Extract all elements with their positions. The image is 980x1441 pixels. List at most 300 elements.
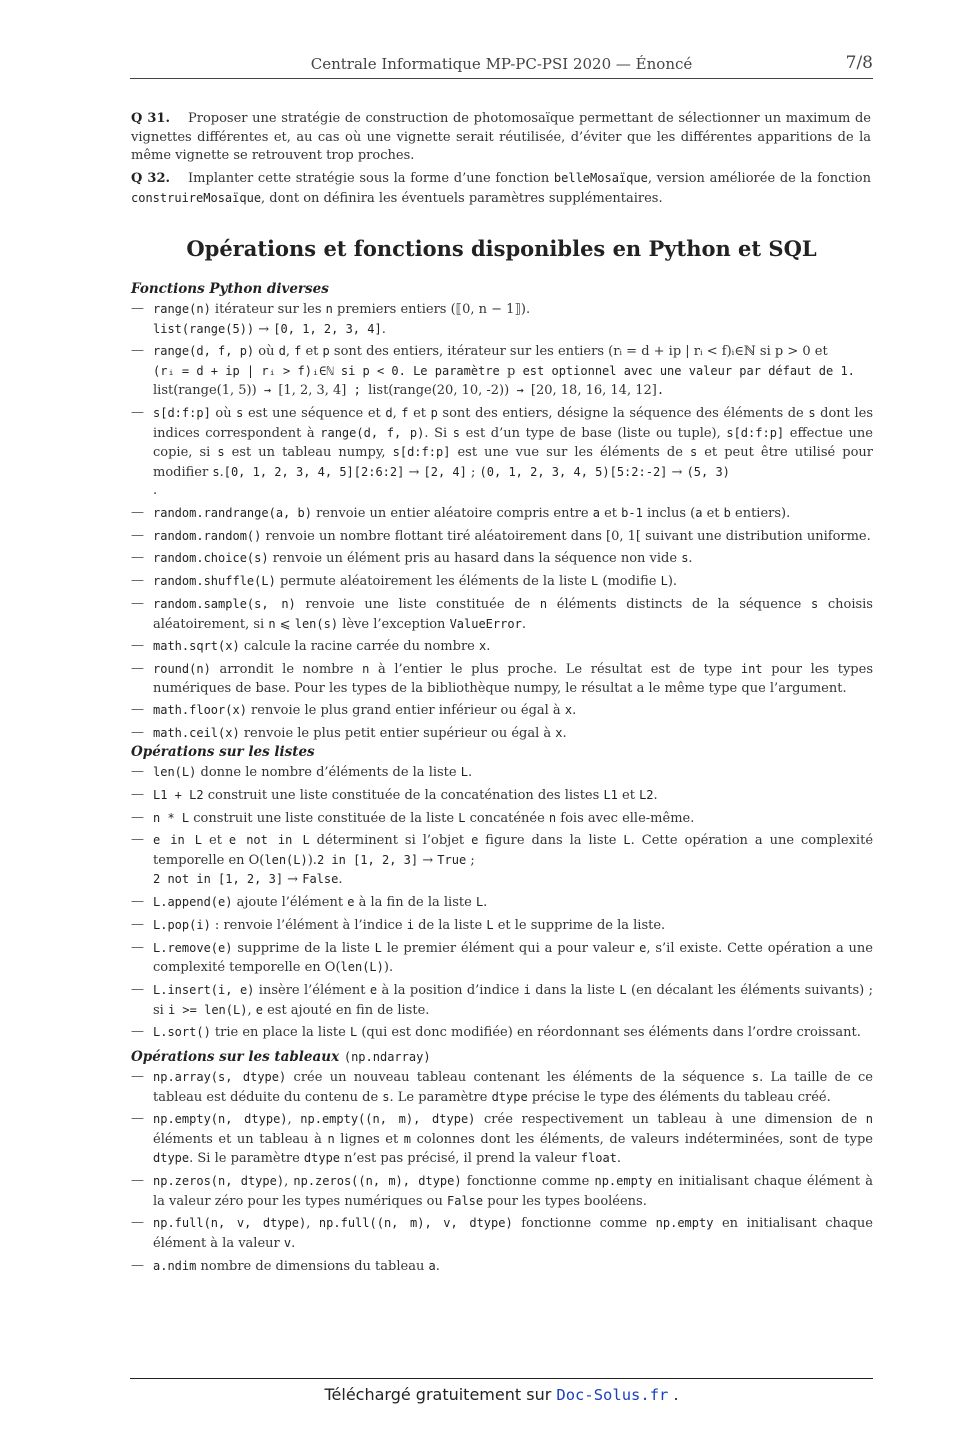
text-fragment: list(range(20, 10, -2)) [368, 383, 510, 399]
text-fragment: → [254, 321, 274, 337]
text-fragment: renvoie une liste constituée de [295, 597, 540, 613]
list-item [131, 809, 873, 829]
code-fragment: n [539, 597, 548, 612]
code-fragment: np.empty [655, 1216, 714, 1231]
dash-bullet: — [131, 725, 144, 741]
text-fragment: (en décalant les éléments suivants) ; si [153, 983, 873, 1018]
code-fragment: random.sample(s, n) [153, 597, 296, 612]
question-text: , version améliorée de la fonction [647, 171, 871, 186]
list-item [131, 786, 873, 806]
code-fragment: i [406, 917, 414, 932]
list-item [131, 1110, 873, 1169]
header-title: Centrale Informatique MP-PC-PSI 2020 — Énoncé [310, 55, 693, 73]
list-item [131, 893, 873, 913]
code-fragment: np.full((n, m), v, dtype) [318, 1216, 513, 1231]
code-fragment: x [479, 639, 487, 654]
text-fragment: sont des entiers, désigne la séquence des éléments de [437, 406, 809, 422]
text-fragment: crée un nouveau tableau contenant les éléments de la séquence [286, 1070, 752, 1085]
text-fragment: insère l’élément [254, 983, 370, 999]
code-fragment: s [212, 464, 220, 479]
list-item [131, 916, 873, 936]
text-fragment: renvoie un entier aléatoire compris entre [311, 505, 593, 521]
code-fragment: e [639, 940, 647, 955]
code-fragment: L [349, 1025, 358, 1040]
text-fragment: dont les indices correspondent à [153, 406, 873, 441]
group-title-text: Opérations sur les tableaux [131, 1049, 340, 1065]
text-fragment: à l’entier le plus proche. Le résultat est de type [369, 662, 741, 678]
dash-bullet: — [131, 1215, 144, 1231]
code-fragment: e [347, 895, 355, 910]
list-item [131, 342, 873, 401]
code-fragment: len(s) [294, 616, 339, 631]
code-function-name: belleMosaïque [553, 171, 648, 185]
text-fragment: fonctionne comme [461, 1174, 595, 1190]
code-fragment: 2 in [1, 2, 3] [316, 852, 419, 867]
code-fragment: L.insert(i, e) [153, 983, 255, 998]
text-fragment: . [486, 639, 491, 655]
code-fragment: a [592, 505, 600, 520]
list-item [131, 831, 873, 890]
text-fragment: le premier élément qui a pour valeur [381, 940, 640, 956]
code-fragment: . [656, 383, 665, 398]
code-fragment: np.zeros((n, m), dtype) [293, 1174, 462, 1189]
text-fragment: . Cette opération a une complexité temporelle en O( [153, 833, 874, 868]
code-fragment: n [327, 1131, 335, 1146]
text-fragment: (qui est donc modifiée) en réordonnant ses éléments dans l’ordre croissant. [357, 1025, 861, 1041]
text-fragment: → [418, 852, 438, 868]
dash-bullet: — [131, 1257, 144, 1273]
dash-bullet: — [131, 596, 144, 612]
text-fragment: à la position d’indice [377, 983, 524, 999]
text-fragment: précise le type des éléments du tableau créé. [527, 1089, 831, 1105]
text-fragment: pour les types booléens. [483, 1193, 647, 1209]
text-fragment: . [291, 1235, 296, 1251]
question-number: Q 31. [131, 111, 170, 126]
text-fragment: . [467, 765, 473, 780]
array-operations-list [131, 1068, 873, 1276]
text-fragment: nombre de dimensions du tableau [196, 1258, 429, 1274]
list-item [131, 527, 873, 547]
code-fragment: np.zeros(n, dtype) [153, 1174, 285, 1189]
list-item [131, 1023, 873, 1043]
text-fragment: , [284, 1174, 294, 1190]
list-item [131, 504, 873, 524]
page-number: 7/8 [845, 53, 873, 73]
text-fragment: , [287, 1112, 301, 1128]
list-item [131, 572, 873, 592]
list-operations-list [131, 763, 873, 1043]
code-fragment: b [723, 505, 731, 520]
list-item [131, 404, 873, 501]
code-fragment: math.floor(x) [153, 703, 247, 718]
text-fragment: . Le paramètre [389, 1089, 492, 1105]
dash-bullet: — [131, 1173, 144, 1189]
code-fragment: L.append(e) [153, 895, 233, 910]
section-title: Opérations et fonctions disponibles en Python et SQL [186, 236, 817, 261]
code-fragment: range(d, f, p) [153, 344, 255, 359]
text-fragment: colonnes dont les éléments, de valeurs indéterminées, sont de type [411, 1131, 873, 1147]
code-fragment: i [523, 983, 531, 998]
dash-bullet: — [131, 764, 144, 779]
text-fragment: crée respectivement un tableau à une dimension de [475, 1112, 866, 1128]
text-fragment: et [702, 505, 724, 521]
dash-bullet: — [131, 301, 144, 316]
text-fragment: est d’un type de base (liste ou tuple), [459, 425, 727, 441]
text-fragment: ). [667, 574, 678, 590]
text-fragment: pour les types numériques de base. Pour les types de la bibliothèque numpy, le résultat a le même type que l’argument. [153, 662, 873, 696]
text-fragment: construit une liste constituée de la liste [189, 810, 459, 826]
dash-bullet: — [131, 939, 144, 955]
code-fragment: round(n) [153, 662, 211, 677]
code-fragment: → [256, 383, 279, 398]
code-fragment: True [437, 852, 467, 867]
text-fragment: → [283, 872, 303, 888]
question-text: Implanter cette stratégie sous la forme d’une fonction [188, 171, 554, 186]
code-fragment: v [283, 1235, 292, 1250]
text-fragment: est ajouté en fin de liste. [262, 1002, 430, 1018]
question-32 [131, 169, 871, 208]
text-fragment: ). [307, 852, 317, 868]
code-fragment: math.sqrt(x) [153, 639, 240, 654]
dash-bullet: — [131, 405, 144, 421]
code-fragment: est optionnel avec une valeur par défaut de 1. [515, 363, 855, 378]
text-fragment: ⩽ [275, 616, 295, 632]
code-fragment: np.empty(n, dtype) [153, 1112, 288, 1127]
code-fragment: e [471, 833, 479, 848]
text-fragment: où [254, 344, 279, 360]
text-fragment: en initialisant chaque élément à la valeur zéro pour les types numériques ou [153, 1174, 874, 1209]
code-fragment: len(L) [340, 960, 384, 975]
question-number: Q 32. [131, 171, 171, 186]
text-fragment: n’est pas précisé, il prend la valeur [340, 1151, 581, 1167]
text-fragment: : renvoie l’élément à l’indice [210, 917, 407, 933]
text-fragment: sont des entiers, itérateur sur les entiers (rᵢ = d + ip | rᵢ < f)ᵢ∈ℕ si p > 0 et [329, 344, 828, 360]
code-fragment: random.shuffle(L) [153, 574, 276, 589]
code-fragment: len(L) [153, 765, 197, 779]
text-fragment: ajoute l’élément [232, 895, 348, 911]
code-fragment: p [322, 344, 330, 359]
code-fragment: n [268, 616, 276, 631]
text-fragment: (modifie [598, 574, 661, 590]
question-text: Proposer une stratégie de construction de photomosaïque permettant de sélectionner un maximum de vignettes différentes et, au cas où une vignette serait réutilisée, d’éviter que les différentes apparitions de la même vignette se retrouvent trop proches. [131, 111, 871, 163]
code-fragment: np.empty [594, 1174, 653, 1189]
list-item [131, 701, 873, 721]
code-fragment: math.ceil(x) [153, 726, 240, 741]
footer-tail: . [668, 1385, 679, 1404]
text-fragment: inclus ( [642, 505, 696, 521]
text-fragment: éléments distincts de la séquence [547, 597, 811, 613]
code-fragment: a.ndim [153, 1258, 197, 1273]
text-fragment: lignes et [334, 1131, 404, 1147]
code-fragment: s [810, 597, 819, 612]
code-fragment: L [623, 833, 631, 848]
text-fragment: ). [383, 960, 394, 976]
code-fragment: L [475, 895, 484, 910]
code-fragment: ; [346, 383, 369, 398]
text-fragment: fonctionne comme [512, 1216, 656, 1232]
dash-bullet: — [131, 573, 144, 589]
code-fragment: len(L) [264, 852, 308, 867]
code-fragment: n [548, 810, 557, 825]
code-fragment: np.empty((n, m), dtype) [300, 1112, 476, 1127]
text-fragment: → [667, 464, 687, 480]
text-fragment: p [507, 363, 516, 379]
code-fragment: ValueError [449, 616, 522, 631]
text-fragment: trie en place la liste [210, 1025, 350, 1041]
python-functions-list [131, 300, 873, 744]
text-fragment: fois avec elle-même. [556, 810, 695, 826]
code-fragment: s[d:f:p] [153, 406, 211, 421]
dash-bullet: — [131, 550, 144, 566]
dash-bullet: — [131, 1111, 144, 1127]
text-fragment: déterminent si l’objet [309, 833, 472, 849]
code-fragment: L.pop(i) [153, 917, 211, 932]
text-fragment: entiers). [730, 505, 791, 521]
code-fragment: range(d, f, p) [320, 425, 425, 440]
code-fragment: range(n) [153, 302, 211, 316]
code-fragment: L [619, 983, 627, 998]
list-item [131, 1068, 873, 1107]
dash-bullet: — [131, 832, 144, 848]
code-function-name: construireMosaïque [131, 190, 262, 205]
page-footer [130, 1385, 873, 1404]
list-item [131, 1172, 873, 1211]
text-fragment: premiers entiers (⟦0, n − 1⟧). [332, 302, 531, 317]
code-fragment: random.randrange(a, b) [153, 505, 312, 520]
dash-bullet: — [131, 809, 144, 825]
code-fragment: L [458, 810, 466, 825]
list-item [131, 660, 873, 698]
text-fragment: [20, 18, 16, 14, 12] [530, 383, 657, 399]
code-fragment: L [660, 574, 668, 589]
code-fragment: e [255, 1002, 263, 1017]
dash-bullet: — [131, 916, 144, 932]
dash-bullet: — [131, 894, 144, 910]
code-fragment: int [740, 662, 763, 677]
list-item [131, 300, 873, 339]
text-fragment: de la liste [413, 917, 487, 933]
dash-bullet: — [131, 982, 144, 998]
code-fragment: list(range(5)) [153, 321, 255, 336]
code-fragment: np.full(n, v, dtype) [153, 1216, 307, 1231]
code-fragment: f [294, 344, 302, 359]
code-fragment: s [452, 425, 460, 440]
text-fragment: list(range(1, 5)) [153, 383, 257, 399]
text-fragment: effectue une copie, si [153, 425, 873, 461]
code-fragment: m [403, 1131, 411, 1146]
text-fragment: , s’il existe. Cette opération a une complexité temporelle en O( [153, 940, 873, 976]
group-title: Opérations sur les listes [131, 744, 315, 760]
list-item [131, 595, 873, 634]
code-fragment: 2 not in [1, 2, 3] [153, 872, 284, 887]
code-fragment: a [428, 1258, 436, 1273]
code-fragment: x [555, 726, 563, 741]
dash-bullet: — [131, 661, 144, 677]
code-fragment: d [278, 344, 286, 359]
text-fragment: à la fin de la liste [354, 895, 476, 911]
text-fragment: et [202, 833, 229, 849]
text-fragment: permute aléatoirement les éléments de la liste [275, 574, 592, 590]
code-fragment: s [808, 406, 816, 421]
footer-text: Téléchargé gratuitement sur [324, 1385, 557, 1404]
code-fragment: (0, 1, 2, 3, 4, 5)[5:2:-2] [479, 464, 668, 479]
text-fragment: donne le nombre d’éléments de la liste [196, 765, 461, 780]
code-fragment: n [865, 1112, 874, 1127]
code-fragment: L [374, 940, 382, 955]
code-fragment: L1 + L2 [153, 787, 204, 802]
text-fragment: . [153, 483, 158, 499]
text-fragment: dans la liste [530, 983, 620, 999]
text-fragment: où [210, 406, 237, 422]
text-fragment: . [521, 616, 526, 632]
code-fragment: dtype [153, 1151, 190, 1166]
text-fragment: concaténée [465, 810, 549, 826]
text-fragment: renvoie un élément pris au hasard dans la séquence non vide [268, 551, 682, 567]
text-fragment: et [617, 787, 640, 803]
code-fragment: L1 [603, 787, 618, 802]
text-fragment: renvoie un nombre flottant tiré aléatoirement dans [0, 1[ suivant une distribution uniforme. [261, 528, 871, 544]
text-fragment: arrondit le nombre [210, 662, 363, 678]
dash-bullet: — [131, 504, 144, 520]
text-fragment: lève l’exception [338, 616, 450, 632]
text-fragment: . [572, 703, 577, 719]
text-fragment: renvoie le plus grand entier inférieur ou égal à [246, 703, 565, 719]
text-fragment: éléments et un tableau à [153, 1131, 328, 1147]
text-fragment: . [562, 726, 567, 742]
code-fragment: L [486, 917, 494, 932]
text-fragment: → [404, 464, 424, 480]
text-fragment: itérateur sur les [210, 302, 326, 317]
code-fragment: b-1 [621, 505, 643, 520]
code-fragment: s[d:f:p] [392, 445, 451, 460]
code-fragment: s [236, 406, 244, 421]
code-fragment: float [580, 1151, 617, 1166]
text-fragment: en initialisant chaque élément à la valeur [153, 1216, 873, 1251]
code-fragment: s [681, 551, 689, 566]
text-fragment: . [688, 551, 693, 567]
code-fragment: random.choice(s) [153, 551, 269, 566]
code-fragment: → [509, 383, 531, 398]
code-fragment: n [362, 662, 370, 677]
code-fragment: L.sort() [153, 1025, 211, 1040]
question-text: , dont on définira les éventuels paramètres supplémentaires. [261, 190, 663, 206]
text-fragment: . [653, 787, 658, 803]
text-fragment: est une séquence et [243, 406, 386, 422]
text-fragment: . [483, 895, 488, 911]
text-fragment: . La taille de ce tableau est déduite du contenu de [153, 1070, 873, 1105]
code-fragment: dtype [303, 1151, 341, 1166]
code-fragment: random.random() [153, 528, 262, 543]
text-fragment: supprime de la liste [232, 940, 375, 956]
code-fragment: False [447, 1193, 484, 1208]
code-fragment: e in L [153, 833, 203, 848]
text-fragment: ; [466, 852, 475, 868]
code-fragment: a [695, 505, 703, 520]
code-fragment: L2 [639, 787, 654, 802]
code-fragment: x [564, 703, 573, 718]
text-fragment: choisis aléatoirement, si [153, 597, 873, 632]
code-fragment: [2, 4] [423, 464, 467, 479]
array-operations-group [131, 1046, 873, 1279]
text-fragment: . [435, 1258, 440, 1274]
code-fragment: e [369, 983, 378, 998]
code-fragment: L [460, 765, 468, 779]
list-item [131, 1214, 873, 1253]
text-fragment: est un tableau numpy, [224, 445, 393, 461]
code-fragment: i >= len(L) [167, 1002, 248, 1017]
code-fragment: [0, 1, 2, 3, 4] [273, 321, 382, 336]
text-fragment: . [616, 1151, 622, 1167]
dash-bullet: — [131, 527, 144, 543]
list-item [131, 637, 873, 657]
page-header [130, 52, 873, 79]
text-fragment: et peut être utilisé pour modifier [153, 445, 873, 480]
question-31 [131, 110, 871, 166]
code-fragment: [0, 1, 2, 3, 4, 5][2:6:2] [223, 464, 405, 479]
text-fragment: est une vue sur les éléments de [450, 445, 690, 461]
code-fragment: L [591, 574, 599, 589]
code-fragment: (rᵢ = d + ip | rᵢ > f)ᵢ∈ℕ si p < 0. Le paramètre [153, 363, 508, 378]
text-fragment: . Si [424, 425, 453, 441]
text-fragment: et [408, 406, 431, 422]
text-fragment: figure dans la liste [478, 833, 624, 849]
text-fragment: . Si le paramètre [189, 1151, 304, 1167]
python-functions-group [131, 278, 873, 747]
text-fragment: . [219, 464, 224, 480]
code-fragment: np.array(s, dtype) [153, 1070, 287, 1084]
text-fragment: , [247, 1002, 256, 1018]
code-fragment: s [217, 445, 225, 460]
list-item [131, 549, 873, 569]
text-fragment: et [599, 505, 622, 521]
code-fragment: (5, 3) [686, 464, 730, 479]
list-item [131, 763, 873, 783]
code-fragment: False [302, 872, 339, 887]
group-title [131, 1046, 873, 1068]
text-fragment: construit une liste constituée de la concaténation des listes [203, 787, 604, 803]
dash-bullet: — [131, 638, 144, 654]
code-fragment: s[d:f:p] [726, 425, 785, 440]
text-fragment: calcule la racine carrée du nombre [239, 639, 479, 655]
text-fragment: , [306, 1216, 319, 1232]
text-fragment: et [301, 344, 323, 360]
text-fragment: . [338, 872, 343, 888]
code-fragment: e not in L [228, 833, 310, 848]
code-fragment: f [401, 406, 409, 421]
group-title: Fonctions Python diverses [131, 281, 329, 297]
list-item [131, 981, 873, 1020]
text-fragment: renvoie le plus petit entier supérieur ou égal à [239, 726, 556, 742]
dash-bullet: — [131, 343, 144, 359]
dash-bullet: — [131, 702, 144, 718]
text-fragment: , [285, 344, 295, 360]
code-fragment: L.remove(e) [153, 940, 233, 955]
footer-link[interactable]: Doc-Solus.fr [556, 1386, 669, 1404]
code-fragment: d [385, 406, 393, 421]
dash-bullet: — [131, 786, 144, 802]
code-fragment: n * L [153, 810, 190, 825]
text-fragment: , [392, 406, 402, 422]
code-fragment: s [689, 445, 698, 460]
list-operations-group [131, 741, 873, 1046]
text-fragment: . [381, 321, 386, 337]
code-fragment: p [430, 406, 438, 421]
text-fragment: [1, 2, 3, 4] [278, 383, 347, 399]
text-fragment: et le supprime de la liste. [493, 917, 666, 933]
code-fragment: n [325, 302, 333, 316]
code-fragment: dtype [491, 1089, 528, 1104]
text-fragment: ; [466, 464, 480, 480]
